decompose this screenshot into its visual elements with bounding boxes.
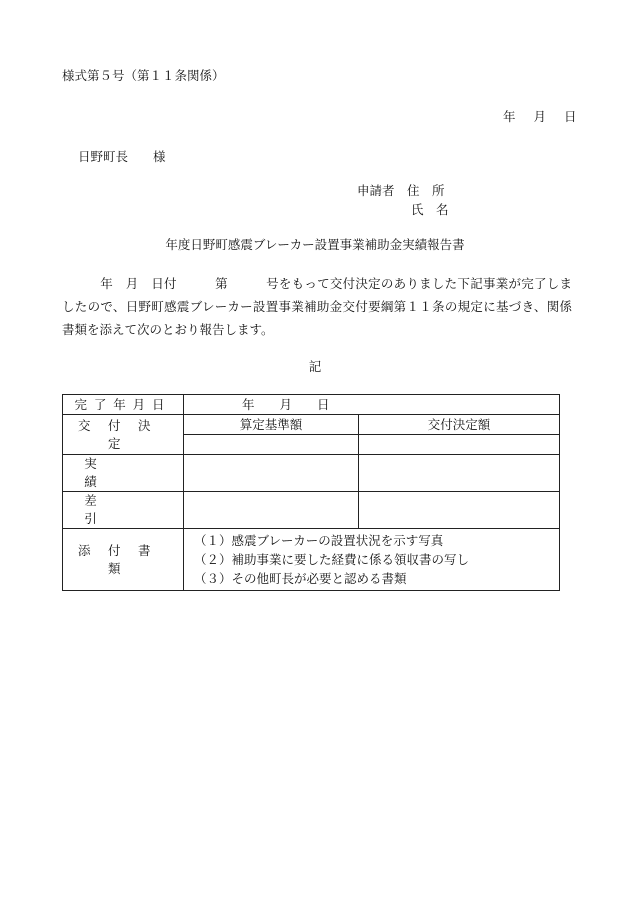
- list-item: （２）補助事業に要した経費に係る領収書の写し: [194, 552, 470, 567]
- decision-amount-header: 交付決定額: [359, 415, 560, 435]
- decision-amount-cell: [359, 435, 560, 455]
- table-row: [63, 529, 560, 591]
- report-table: [62, 394, 560, 591]
- difference-label: 差引: [63, 492, 184, 529]
- date-day: 日: [564, 109, 577, 124]
- result-label: 実績: [63, 455, 184, 492]
- completion-date-label: 完了年月日: [63, 395, 184, 415]
- ki-heading: 記: [308, 359, 322, 374]
- list-item: （１）感震ブレーカーの設置状況を示す写真: [194, 533, 444, 548]
- applicant-name-label: 氏 名: [411, 202, 449, 217]
- table-row: [63, 492, 560, 529]
- date-line: [503, 107, 577, 125]
- table-row: [63, 455, 560, 492]
- table-row: [63, 395, 560, 415]
- document-title: 年度日野町感震ブレーカー設置事業補助金実績報告書: [165, 237, 465, 252]
- attachments-label: 添付書類: [63, 529, 184, 591]
- date-year: 年: [503, 109, 516, 124]
- result-standard-cell: [184, 455, 359, 492]
- result-decision-cell: [359, 455, 560, 492]
- standard-amount-header: 算定基準額: [184, 415, 359, 435]
- diff-standard-cell: [184, 492, 359, 529]
- body-paragraph: 年 月 日付 第 号をもって交付決定のありました下記事業が完了しましたので、日野町感震ブレーカー設置事業補助金交付要綱第１１条の規定に基づき、関係書類を添えて次のとおり報告します。: [62, 276, 572, 337]
- attachments-list: [184, 529, 560, 591]
- date-month: 月: [533, 109, 547, 124]
- standard-amount-cell: [184, 435, 359, 455]
- diff-decision-cell: [359, 492, 560, 529]
- decision-label: 交付決定: [63, 415, 184, 455]
- addressee: 日野町長 様: [78, 149, 166, 164]
- table-row: [63, 415, 560, 435]
- applicant-address-label: 申請者 住 所: [357, 183, 445, 198]
- form-number: 様式第５号（第１１条関係）: [62, 68, 225, 83]
- completion-date-value: 年 月 日: [184, 395, 560, 415]
- list-item: （３）その他町長が必要と認める書類: [194, 571, 407, 586]
